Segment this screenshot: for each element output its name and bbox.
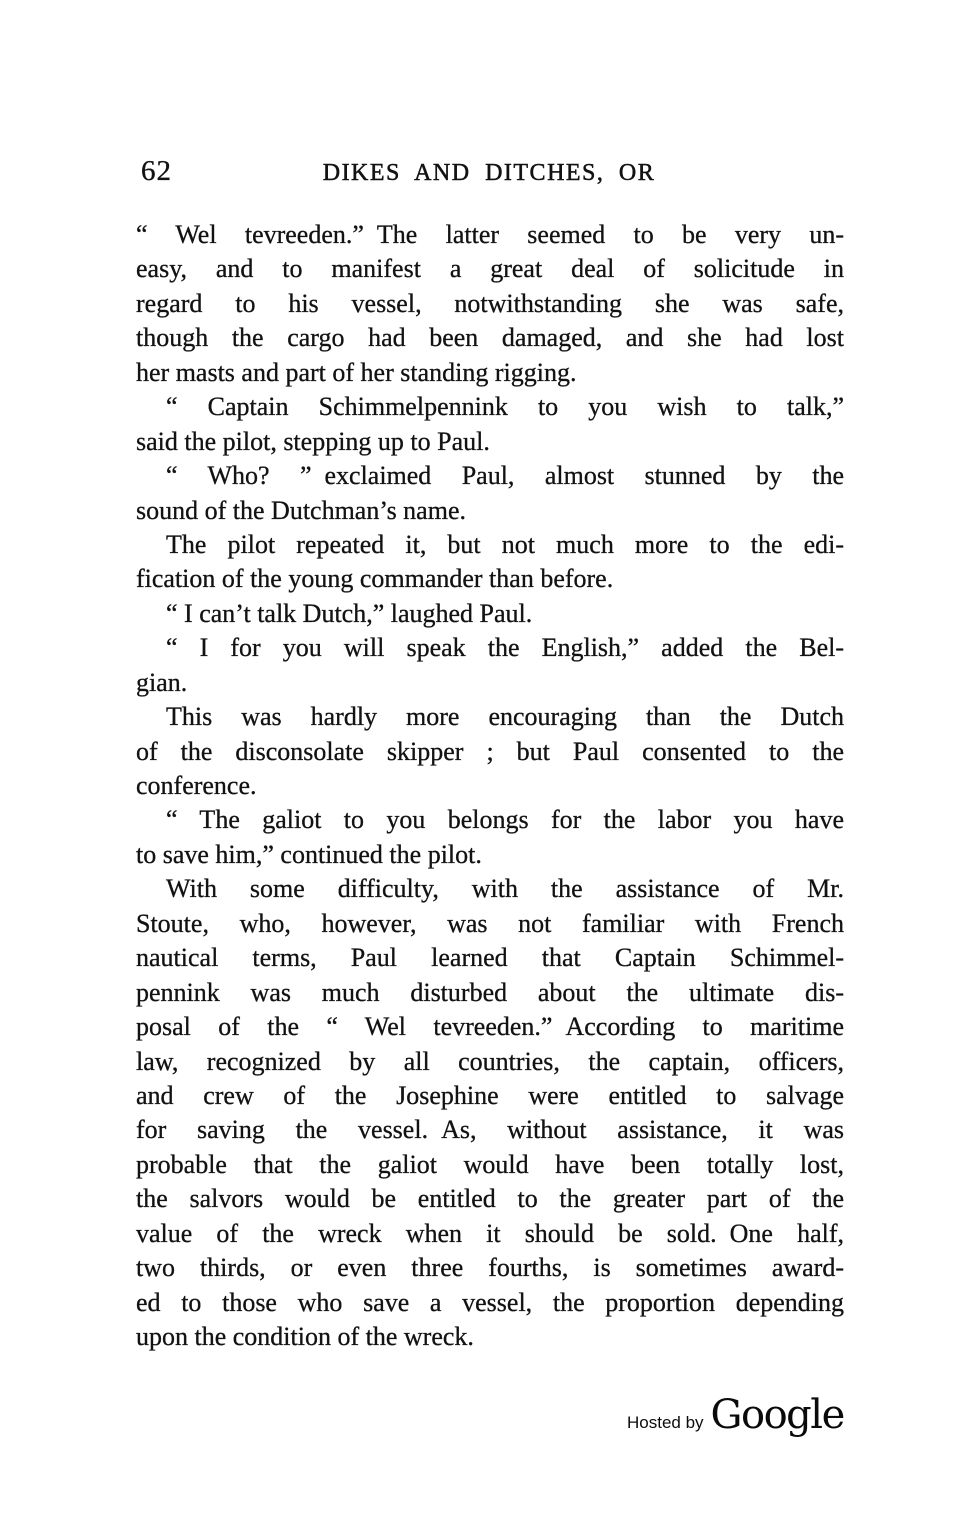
paragraph bbox=[136, 528, 844, 597]
paragraph bbox=[136, 631, 844, 700]
text-line: “ I for you will speak the English,” added the Bel- bbox=[166, 633, 844, 663]
text-line: Stoute, who, however, was not familiar with French bbox=[136, 908, 844, 938]
text-line: ed to those who save a vessel, the proportion depending bbox=[136, 1287, 844, 1317]
text-line: value of the wreck when it should be sold. One half, bbox=[136, 1218, 844, 1248]
text-line: This was hardly more encouraging than the Dutch bbox=[166, 702, 844, 732]
text-line: her masts and part of her standing rigging. bbox=[136, 357, 577, 387]
text-line: “ I can’t talk Dutch,” laughed Paul. bbox=[166, 598, 533, 628]
paragraph bbox=[136, 872, 844, 1354]
text-line: to save him,” continued the pilot. bbox=[136, 839, 482, 869]
hosted-by-label: Hosted by bbox=[627, 1413, 704, 1432]
page-number: 62 bbox=[141, 155, 172, 187]
text-line: regard to his vessel, notwithstanding she was safe, bbox=[136, 288, 844, 318]
text-line: the salvors would be entitled to the greater part of the bbox=[136, 1184, 844, 1214]
text-line: “ The galiot to you belongs for the labor you have bbox=[166, 805, 844, 835]
text-line: pennink was much disturbed about the ultimate dis- bbox=[136, 977, 844, 1007]
text-block bbox=[136, 218, 844, 1354]
text-line: conference. bbox=[136, 771, 257, 800]
paragraph bbox=[136, 597, 844, 631]
google-watermark bbox=[627, 1392, 844, 1438]
text-line: though the cargo had been damaged, and she had lost bbox=[136, 323, 844, 353]
text-line: sound of the Dutchman’s name. bbox=[136, 495, 466, 525]
text-line: two thirds, or even three fourths, is sometimes award- bbox=[136, 1253, 844, 1283]
text-line: upon the condition of the wreck. bbox=[136, 1322, 474, 1351]
running-head: DIKES AND DITCHES, OR bbox=[322, 160, 656, 186]
paragraph bbox=[136, 218, 844, 390]
paragraph bbox=[136, 700, 844, 803]
text-line: With some difficulty, with the assistance of Mr. bbox=[166, 874, 844, 904]
text-line: posal of the “ Wel tevreeden.” According to maritime bbox=[136, 1012, 844, 1042]
text-line: “ Who? ” exclaimed Paul, almost stunned by the bbox=[166, 461, 844, 491]
google-logo: Google bbox=[710, 1392, 844, 1438]
text-line: “ Captain Schimmelpennink to you wish to talk,” bbox=[166, 392, 844, 422]
text-line: gian. bbox=[136, 667, 188, 697]
text-line: said the pilot, stepping up to Paul. bbox=[136, 426, 490, 456]
paragraph bbox=[136, 459, 844, 528]
paragraph bbox=[136, 390, 844, 459]
text-line: for saving the vessel. As, without assistance, it was bbox=[136, 1115, 844, 1145]
text-line: of the disconsolate skipper ; but Paul consented to the bbox=[136, 736, 844, 766]
paragraph bbox=[136, 803, 844, 872]
text-line: “ Wel tevreeden.” The latter seemed to be very un- bbox=[136, 220, 844, 249]
text-line: and crew of the Josephine were entitled to salvage bbox=[136, 1080, 844, 1110]
text-line: fication of the young commander than before. bbox=[136, 564, 614, 594]
text-line: law, recognized by all countries, the captain, officers, bbox=[136, 1046, 844, 1076]
text-line: nautical terms, Paul learned that Captain Schimmel- bbox=[136, 943, 844, 973]
text-line: The pilot repeated it, but not much more to the edi- bbox=[166, 529, 844, 559]
text-line: probable that the galiot would have been totally lost, bbox=[136, 1149, 844, 1179]
text-line: easy, and to manifest a great deal of solicitude in bbox=[136, 254, 844, 284]
